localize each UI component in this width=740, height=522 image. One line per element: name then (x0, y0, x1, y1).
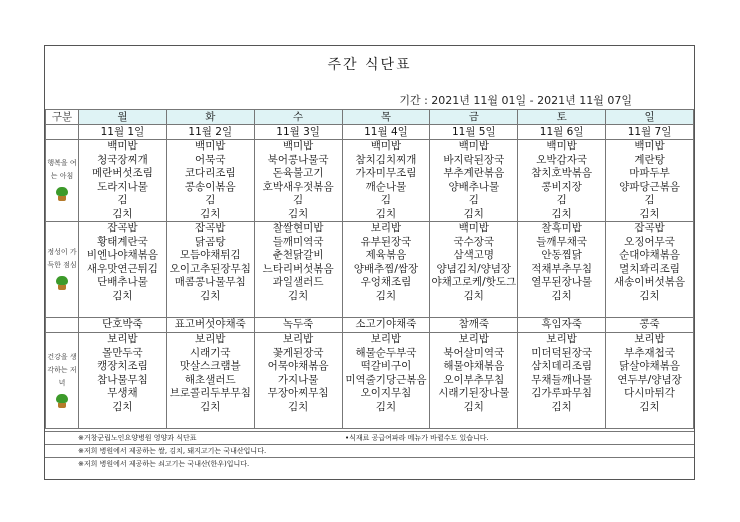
menu-cell (430, 140, 518, 222)
menu-item: 무장아찌무침 (267, 387, 329, 399)
breakfast-row (46, 140, 694, 222)
menu-item: 김치 (463, 400, 484, 413)
menu-item: 모듬야채튀김 (179, 249, 241, 261)
menu-item: 느타리버섯볶음 (262, 262, 334, 275)
menu-item: 잡곡밥 (107, 222, 138, 234)
day-header: 목 (342, 110, 430, 125)
menu-item: 오박감자국 (536, 153, 587, 166)
menu-item: 김치 (287, 400, 309, 413)
menu-item: 찰흑미밥 (541, 222, 582, 234)
date-row (46, 125, 694, 140)
menu-cell (79, 222, 167, 318)
menu-cell (254, 333, 342, 429)
menu-cell (79, 140, 167, 222)
menu-item: 백미밥 (370, 140, 402, 152)
menu-table (45, 109, 694, 429)
menu-item: 오이지무침 (360, 387, 412, 399)
menu-item: 야채고로케/핫도그 (431, 276, 517, 288)
menu-item: 김치 (551, 400, 572, 413)
meal-label: 건강을 생각하는 저녁 (47, 352, 77, 387)
menu-item: 도라지나물 (97, 180, 148, 193)
notes (45, 431, 694, 470)
menu-item: 김치 (200, 207, 221, 220)
menu-frame (44, 45, 695, 480)
menu-item: 김치 (375, 207, 397, 220)
menu-cell (166, 140, 254, 222)
menu-item: 양념김치/양념장 (436, 262, 512, 275)
tree-icon (55, 276, 69, 290)
menu-item: 보리밥 (370, 333, 402, 345)
date-cell: 11월 2일 (166, 125, 254, 140)
menu-item: 김치 (551, 289, 572, 302)
menu-item: 김 (117, 194, 128, 206)
meal-label: 정성이 가득한 점심 (47, 248, 77, 269)
menu-item: 과일샐러드 (272, 276, 324, 288)
menu-item: 김치 (639, 400, 660, 413)
menu-item: 무생채 (107, 387, 138, 399)
menu-item: 보리밥 (107, 333, 138, 345)
menu-item: 유부된장국 (360, 235, 412, 248)
menu-cell (342, 140, 430, 222)
menu-item: 콩죽 (639, 318, 660, 330)
menu-item: 녹두죽 (282, 318, 314, 330)
porridge-row (46, 318, 694, 333)
note-line: ※저희 병원에서 제공하는 쌀, 김치, 돼지고기는 국내산입니다. (45, 444, 694, 457)
tree-icon (55, 187, 69, 201)
menu-item: 시래기된장나물 (438, 387, 510, 399)
meal-label-cell (46, 318, 79, 333)
menu-item: 참나물무침 (97, 373, 148, 386)
note-line: ※거창군립노인요양병원 영양과 식단표 •식재료 공급여파라 메뉴가 바뀔수도 있습니다. (45, 431, 694, 444)
menu-item: 백미밥 (107, 140, 138, 152)
menu-item: 삼색고명 (453, 249, 495, 261)
menu-item: 김 (205, 194, 216, 206)
menu-cell (342, 318, 430, 333)
menu-item: 김 (468, 194, 479, 206)
menu-item: 부추계란볶음 (443, 167, 505, 179)
menu-item: 오이고추된장무침 (169, 262, 251, 275)
menu-item: 들깨미역국 (272, 235, 324, 248)
menu-item: 마파두부 (629, 167, 670, 179)
day-header: 일 (606, 110, 694, 125)
menu-item: 코다리조림 (184, 167, 236, 179)
menu-item: 해물야채볶음 (443, 360, 505, 372)
menu-item: 백미밥 (634, 140, 665, 152)
menu-item: 순대야채볶음 (619, 249, 680, 261)
menu-cell (430, 318, 518, 333)
menu-item: 메란버섯조림 (91, 167, 153, 179)
day-header: 수 (254, 110, 342, 125)
menu-item: 춘천닭갈비 (272, 249, 324, 261)
menu-item: 김 (644, 194, 655, 206)
menu-cell (518, 333, 606, 429)
menu-item: 단호박죽 (102, 318, 143, 330)
menu-item: 떡갈비구이 (360, 360, 412, 372)
menu-cell (79, 318, 167, 333)
menu-cell (166, 318, 254, 333)
page-title: 주간 식단표 (327, 57, 412, 73)
menu-item: 보리밥 (195, 333, 226, 345)
menu-item: 흑임자죽 (541, 318, 582, 330)
menu-item: 가자미무조림 (355, 167, 417, 179)
menu-cell (166, 222, 254, 318)
menu-item: 양배추찜/쌈장 (353, 262, 419, 275)
menu-item: 백미밥 (546, 140, 577, 152)
day-header: 화 (166, 110, 254, 125)
menu-item: 북어살미역국 (443, 346, 505, 359)
menu-item: 백미밥 (195, 140, 226, 152)
menu-item: 북어콩나물국 (267, 153, 329, 166)
menu-item: 미더덕된장국 (531, 346, 593, 359)
menu-item: 김치 (112, 400, 133, 413)
menu-cell (606, 318, 694, 333)
menu-item: 김치 (551, 207, 572, 220)
menu-item: 가지나물 (277, 373, 319, 386)
menu-item: 닭곰탕 (195, 235, 226, 248)
menu-item: 참깨죽 (458, 318, 490, 330)
menu-cell (518, 222, 606, 318)
menu-item: 해물순두부국 (355, 346, 417, 359)
menu-item: 닭살야채볶음 (619, 360, 680, 372)
menu-item: 백미밥 (282, 140, 314, 152)
menu-item: 돈육불고기 (272, 167, 324, 179)
menu-item: 다시마튀각 (624, 387, 675, 399)
menu-item: 소고기야채죽 (355, 318, 417, 330)
menu-item: 새송이버섯볶음 (614, 276, 686, 288)
menu-cell (342, 333, 430, 429)
menu-cell (430, 333, 518, 429)
menu-item: 열무된장나물 (531, 276, 593, 288)
menu-item: 잡곡밥 (195, 222, 226, 234)
menu-cell (254, 318, 342, 333)
period-text: 기간 : 2021년 11월 01일 - 2021년 11월 07일 (399, 94, 632, 107)
date-cell: 11월 1일 (79, 125, 167, 140)
dinner-row (46, 333, 694, 429)
day-header: 월 (79, 110, 167, 125)
menu-item: 맛살스크램블 (179, 360, 241, 372)
menu-cell (166, 333, 254, 429)
menu-item: 안동찜닭 (541, 249, 582, 261)
menu-item: 보리밥 (458, 333, 490, 345)
menu-item: 제육볶음 (365, 249, 407, 261)
menu-item: 보리밥 (546, 333, 577, 345)
menu-item: 무채들깨나물 (531, 373, 593, 386)
date-label-cell (46, 125, 79, 140)
meal-label-cell (46, 140, 79, 222)
date-cell: 11월 5일 (430, 125, 518, 140)
lunch-row (46, 222, 694, 318)
menu-item: 잡곡밥 (634, 222, 665, 234)
menu-item: 새우맛연근튀김 (86, 262, 158, 275)
day-header: 토 (518, 110, 606, 125)
meal-label: 행복을 여는 아침 (47, 159, 77, 180)
menu-item: 김치 (112, 289, 133, 302)
date-cell: 11월 6일 (518, 125, 606, 140)
menu-cell (342, 222, 430, 318)
menu-item: 캥장치조림 (97, 360, 148, 372)
menu-item: 어묵국 (195, 153, 226, 166)
menu-item: 비엔나야채볶음 (86, 249, 158, 261)
menu-item: 보리밥 (370, 222, 402, 234)
menu-item: 들깨무채국 (536, 235, 587, 248)
menu-cell (606, 140, 694, 222)
header-label: 구분 (46, 110, 79, 125)
menu-item: 깨순나물 (365, 180, 407, 193)
menu-cell (606, 333, 694, 429)
menu-item: 김치 (200, 400, 221, 413)
menu-item: 양파당근볶음 (619, 180, 680, 193)
menu-item: 삼치데리조림 (531, 360, 593, 372)
menu-item: 계란탕 (634, 153, 665, 166)
menu-item: 미역줄기당근볶음 (345, 373, 427, 386)
date-cell: 11월 3일 (254, 125, 342, 140)
menu-item: 김치 (639, 289, 660, 302)
menu-item: 오이부추무침 (443, 373, 505, 386)
menu-item: 단배추나물 (97, 276, 148, 288)
menu-item: 연두부/양념장 (617, 373, 682, 386)
menu-item: 김치 (112, 207, 133, 220)
menu-item: 김치 (463, 289, 484, 302)
menu-item: 우엉채조림 (360, 276, 412, 288)
menu-item: 멸치꽈리조림 (619, 262, 680, 275)
meal-label-cell (46, 222, 79, 318)
menu-item: 적채부추무침 (531, 262, 593, 275)
menu-item: 김치 (200, 289, 221, 302)
menu-item: 해초샐러드 (184, 373, 236, 386)
menu-item: 시래기국 (189, 346, 231, 359)
menu-item: 콩송이볶음 (184, 180, 236, 193)
menu-item: 김치 (463, 207, 484, 220)
menu-item: 김 (556, 194, 567, 206)
menu-cell (518, 140, 606, 222)
menu-item: 김치 (375, 289, 397, 302)
day-header-row (46, 110, 694, 125)
menu-item: 호박새우젓볶음 (262, 180, 334, 193)
menu-item: 김치 (639, 207, 660, 220)
menu-cell (79, 333, 167, 429)
menu-item: 김치 (287, 207, 309, 220)
menu-item: 황태계란국 (97, 235, 148, 248)
meal-label-cell (46, 333, 79, 429)
date-cell: 11월 7일 (606, 125, 694, 140)
menu-item: 보리밥 (282, 333, 314, 345)
menu-item: 찰쌀현미밥 (272, 222, 324, 234)
menu-item: 보리밥 (634, 333, 665, 345)
menu-item: 꽃게된장국 (272, 346, 324, 359)
menu-item: 양배추나물 (448, 180, 500, 193)
menu-cell (430, 222, 518, 318)
day-header: 금 (430, 110, 518, 125)
menu-item: 브로콜리두부무침 (169, 387, 251, 399)
menu-item: 김가루파무침 (531, 387, 593, 399)
menu-item: 백미밥 (458, 140, 490, 152)
menu-item: 김치 (375, 400, 397, 413)
tree-icon (55, 394, 69, 408)
menu-cell (606, 222, 694, 318)
menu-item: 바지락된장국 (443, 153, 505, 166)
menu-cell (254, 140, 342, 222)
menu-item: 부추재첩국 (624, 346, 675, 359)
menu-item: 오징어무국 (624, 235, 675, 248)
menu-item: 몰만두국 (102, 346, 143, 359)
menu-item: 매콤콩나물무침 (174, 276, 246, 288)
menu-item: 청국장찌개 (97, 153, 148, 166)
menu-item: 김 (380, 194, 392, 206)
menu-item: 백미밥 (458, 222, 490, 234)
menu-item: 국수장국 (453, 235, 495, 248)
menu-item: 참치호박볶음 (531, 167, 593, 179)
note-line: ※저희 병원에서 제공하는 쇠고기는 국내산(한우)입니다. (45, 457, 694, 470)
date-cell: 11월 4일 (342, 125, 430, 140)
menu-item: 표고버섯야채죽 (174, 318, 246, 330)
menu-item: 김치 (287, 289, 309, 302)
menu-item: 참치김치찌개 (355, 153, 417, 166)
note-extra: •식재료 공급여파라 메뉴가 바뀔수도 있습니다. (345, 434, 489, 442)
menu-item: 콩비지장 (541, 180, 582, 193)
menu-item: 김 (293, 194, 304, 206)
menu-item: 어묵야채볶음 (267, 360, 329, 372)
menu-cell (254, 222, 342, 318)
menu-cell (518, 318, 606, 333)
